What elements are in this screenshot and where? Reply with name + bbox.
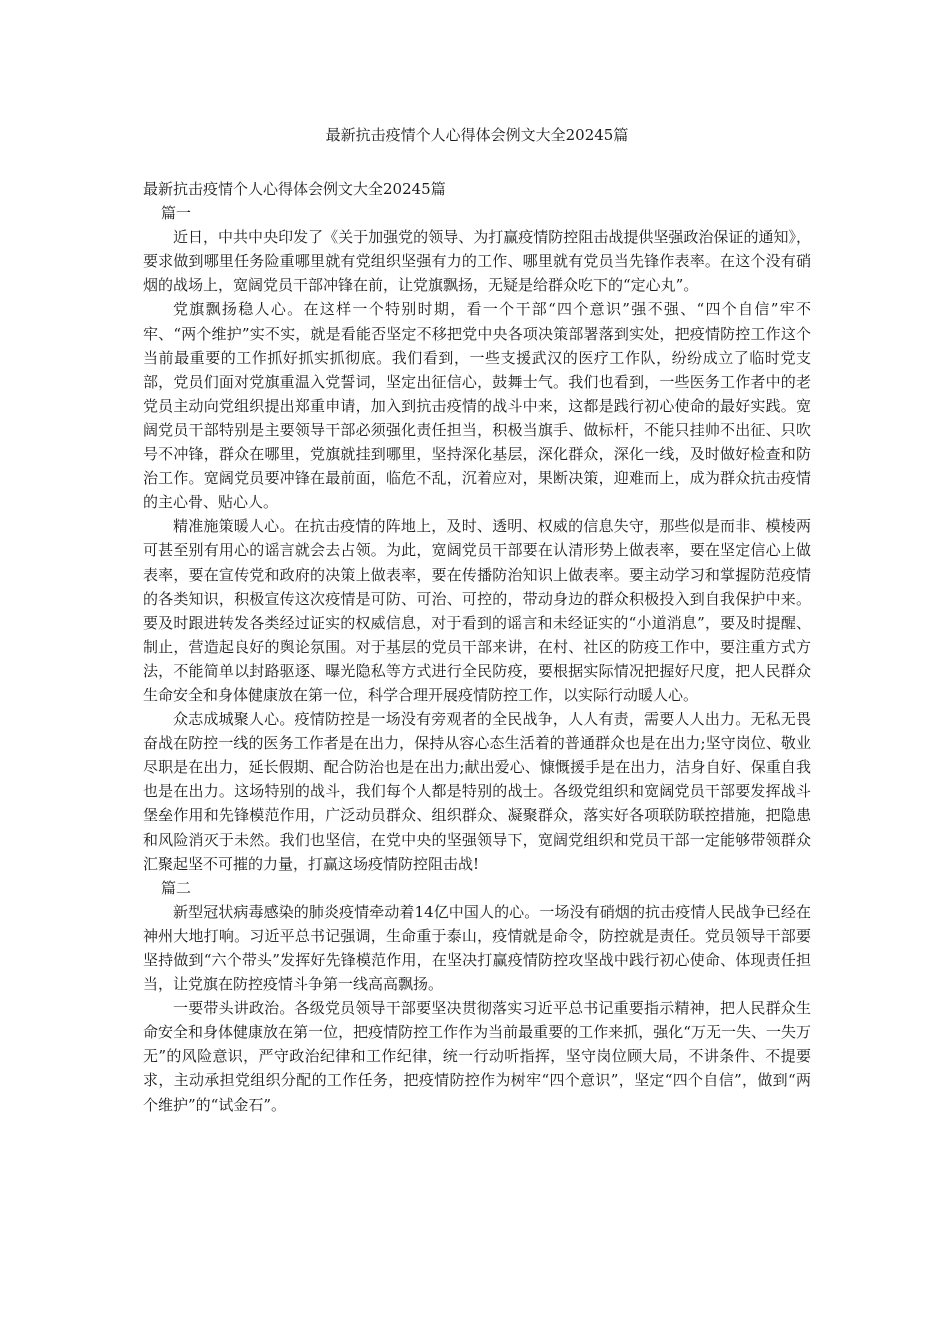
document-body [143, 177, 811, 1117]
document-subtitle: 最新抗击疫情个人心得体会例文大全20245篇 [143, 180, 446, 198]
paragraph: 近日，中共中央印发了《关于加强党的领导、为打赢疫情防控阻击战提供坚强政治保证的通知》，要求做到哪里任务险重哪里就有党组织坚强有力的工作、哪里就有党员当先锋作表率。在这个没有硝烟的战场上，宽阔党员干部冲锋在前，让党旗飘扬，无疑是给群众吃下的“定心丸”。 [143, 228, 811, 295]
section-heading-2: 篇二 [161, 878, 192, 897]
paragraph: 一要带头讲政治。各级党员领导干部要坚决贯彻落实习近平总书记重要指示精神，把人民群众生命安全和身体健康放在第一位，把疫情防控工作作为当前最重要的工作来抓，强化“万无一失、一失万无”的风险意识，严守政治纪律和工作纪律，统一行动听指挥，坚守岗位顾大局，不讲条件、不提要求，主动承担党组织分配的工作任务，把疫情防控作为树牢“四个意识”，坚定“四个自信”，做到“两个维护”的“试金石”。 [143, 999, 811, 1114]
document-title: 最新抗击疫情个人心得体会例文大全20245篇 [325, 126, 629, 144]
section-heading-1: 篇一 [161, 204, 192, 223]
paragraph: 新型冠状病毒感染的肺炎疫情牵动着14亿中国人的心。一场没有硝烟的抗击疫情人民战争已经在神州大地打响。习近平总书记强调，生命重于泰山，疫情就是命令，防控就是责任。党员领导干部要坚持做到“六个带头”发挥好先锋模范作用，在坚决打赢疫情防控攻坚战中践行初心使命、体现责任担当，让党旗在防控疫情斗争第一线高高飘扬。 [143, 902, 811, 994]
paragraph: 众志成城聚人心。疫情防控是一场没有旁观者的全民战争，人人有责，需要人人出力。无私无畏奋战在防控一线的医务工作者是在出力，保持从容心态生活着的普通群众也是在出力;坚守岗位、敬业尽职是在出力，延长假期、配合防治也是在出力;献出爱心、慷慨援手是在出力，洁身自好、保重自我也是在出力。这场特别的战斗，我们每个人都是特别的战士。各级党组织和宽阔党员干部要发挥战斗堡垒作用和先锋模范作用，广泛动员群众、组织群众、凝聚群众，落实好各项联防联控措施，把隐患和风险消灭于未然。我们也坚信，在党中央的坚强领导下，宽阔党组织和党员干部一定能够带领群众汇聚起坚不可摧的力量，打赢这场疫情防控阻击战! [143, 710, 811, 873]
paragraph: 精准施策暖人心。在抗击疫情的阵地上，及时、透明、权威的信息失守，那些似是而非、模棱两可甚至别有用心的谣言就会去占领。为此，宽阔党员干部要在认清形势上做表率，要在坚定信心上做表率，要在宣传党和政府的决策上做表率，要在传播防治知识上做表率。要主动学习和掌握防范疫情的各类知识，积极宣传这次疫情是可防、可治、可控的，带动身边的群众积极投入到自我保护中来。要及时跟进转发各类经过证实的权威信息，对于看到的谣言和未经证实的“小道消息”，要及时提醒、制止，营造起良好的舆论氛围。对于基层的党员干部来讲，在村、社区的防疫工作中，要注重方式方法，不能简单以封路驱逐、曝光隐私等方式进行全民防疫，要根据实际情况把握好尺度，把人民群众生命安全和身体健康放在第一位，科学合理开展疫情防控工作，以实际行动暖人心。 [143, 517, 811, 704]
paragraph: 党旗飘扬稳人心。在这样一个特别时期，看一个干部“四个意识”强不强、“四个自信”牢不牢、“两个维护”实不实，就是看能否坚定不移把党中央各项决策部署落到实处，把疫情防控工作这个当前最重要的工作抓好抓实抓彻底。我们看到，一些支援武汉的医疗工作队，纷纷成立了临时党支部，党员们面对党旗重温入党誓词，坚定出征信心，鼓舞士气。我们也看到，一些医务工作者中的老党员主动向党组织提出郑重申请，加入到抗击疫情的战斗中来，这都是践行初心使命的最好实践。宽阔党员干部特别是主要领导干部必须强化责任担当，积极当旗手、做标杆，不能只挂帅不出征、只吹号不冲锋，群众在哪里，党旗就挂到哪里，坚持深化基层，深化群众，深化一线，及时做好检查和防治工作。宽阔党员要冲锋在最前面，临危不乱，沉着应对，果断决策，迎难而上，成为群众抗击疫情的主心骨、贴心人。 [143, 300, 811, 512]
